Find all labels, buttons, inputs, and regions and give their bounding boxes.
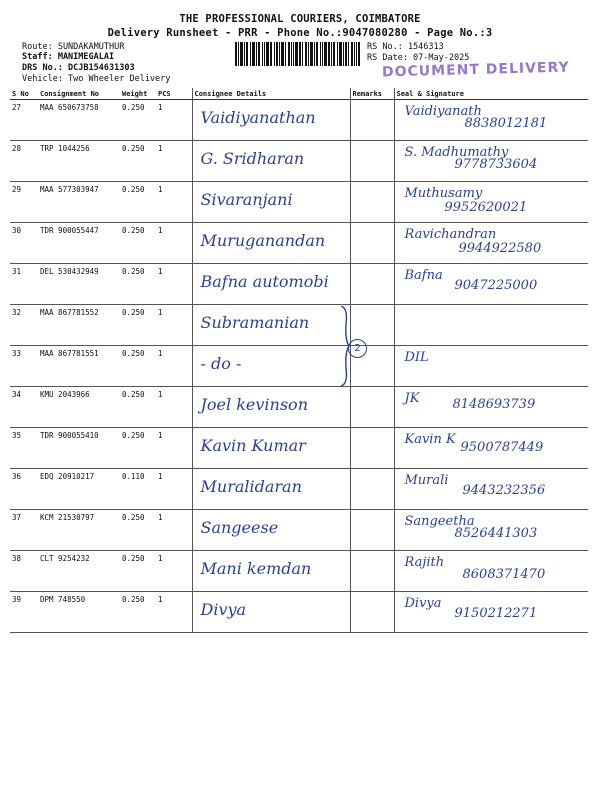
- bracket-count-note: 2: [348, 339, 367, 358]
- row-sno: 35: [10, 428, 38, 469]
- row-sno: 31: [10, 264, 38, 305]
- row-sno: 37: [10, 510, 38, 551]
- table-row: [10, 141, 588, 182]
- consignee-handwritten-name: Sivaranjani: [200, 190, 293, 209]
- row-weight: 0.250: [120, 305, 156, 346]
- table-header-row: [10, 88, 588, 100]
- signature-phone-number: 9778733604: [454, 157, 538, 172]
- consignee-handwritten-name: Bafna automobi: [200, 272, 329, 291]
- row-sno: 33: [10, 346, 38, 387]
- row-pcs: 1: [156, 141, 192, 182]
- consignee-handwritten-name: Mani kemdan: [200, 559, 312, 578]
- row-pcs: 1: [156, 592, 192, 633]
- row-consignment-no: TDR 900055447: [38, 223, 120, 264]
- row-weight: 0.250: [120, 223, 156, 264]
- row-sno: 29: [10, 182, 38, 223]
- row-pcs: 1: [156, 551, 192, 592]
- col-header-weight: Weight: [120, 88, 156, 100]
- row-weight: 0.250: [120, 428, 156, 469]
- row-consignment-no: TDR 900055410: [38, 428, 120, 469]
- drs-label: DRS No.: DCJB154631303: [22, 63, 135, 73]
- row-remarks: [350, 592, 394, 633]
- consignee-handwritten-name: Sangeese: [200, 518, 279, 537]
- table-row: [10, 510, 588, 551]
- row-consignment-no: MAA 650673758: [38, 100, 120, 141]
- row-consignee-details: [192, 592, 350, 633]
- row-pcs: 1: [156, 387, 192, 428]
- signature-phone-number: 9952620021: [444, 200, 528, 215]
- row-pcs: 1: [156, 510, 192, 551]
- table-row: [10, 346, 588, 387]
- table-row: [10, 182, 588, 223]
- row-weight: 0.250: [120, 100, 156, 141]
- consignee-handwritten-name: Vaidiyanathan: [200, 108, 316, 127]
- row-sno: 32: [10, 305, 38, 346]
- row-seal-signature: [394, 469, 588, 510]
- signature-phone-number: 9443232356: [462, 483, 546, 498]
- row-sno: 39: [10, 592, 38, 633]
- row-remarks: [350, 100, 394, 141]
- barcode: [235, 42, 360, 66]
- row-seal-signature: [394, 100, 588, 141]
- row-weight: 0.250: [120, 592, 156, 633]
- signature-handwritten: Muthusamy: [404, 186, 483, 201]
- table-row: [10, 387, 588, 428]
- row-pcs: 1: [156, 428, 192, 469]
- row-pcs: 1: [156, 346, 192, 387]
- row-pcs: 1: [156, 100, 192, 141]
- route-label: Route: SUNDAKAMUTHUR: [22, 42, 125, 52]
- row-sno: 34: [10, 387, 38, 428]
- row-consignment-no: MAA 867781551: [38, 346, 120, 387]
- row-weight: 0.110: [120, 469, 156, 510]
- row-consignment-no: KMU 2043966: [38, 387, 120, 428]
- row-consignee-details: [192, 428, 350, 469]
- signature-phone-number: 9944922580: [458, 241, 542, 256]
- row-remarks: [350, 510, 394, 551]
- row-consignee-details: [192, 264, 350, 305]
- row-weight: 0.250: [120, 387, 156, 428]
- row-consignment-no: CLT 9254232: [38, 551, 120, 592]
- table-row: [10, 100, 588, 141]
- row-seal-signature: [394, 346, 588, 387]
- signature-handwritten: Ravichandran: [404, 227, 497, 242]
- signature-phone-number: 8838012181: [464, 116, 548, 131]
- consignee-handwritten-name: G. Sridharan: [200, 149, 305, 168]
- signature-phone-number: 8526441303: [454, 526, 538, 541]
- row-pcs: 1: [156, 223, 192, 264]
- row-weight: 0.250: [120, 346, 156, 387]
- signature-handwritten: Vaidiyanath: [404, 104, 482, 119]
- row-weight: 0.250: [120, 551, 156, 592]
- row-remarks: [350, 387, 394, 428]
- row-remarks: [350, 141, 394, 182]
- row-consignment-no: MAA 867781552: [38, 305, 120, 346]
- row-weight: 0.250: [120, 141, 156, 182]
- row-consignment-no: MAA 577303947: [38, 182, 120, 223]
- signature-phone-number: 8148693739: [452, 397, 536, 412]
- row-pcs: 1: [156, 182, 192, 223]
- row-consignee-details: [192, 510, 350, 551]
- signature-handwritten: Bafna: [404, 268, 443, 283]
- col-header-seal: Seal & Signature: [394, 88, 588, 100]
- table-row: [10, 223, 588, 264]
- row-consignee-details: [192, 387, 350, 428]
- signature-phone-number: 9047225000: [454, 278, 538, 293]
- row-consignee-details: [192, 469, 350, 510]
- rs-no-label: RS No.: 1546313: [367, 42, 444, 52]
- row-consignee-details: [192, 346, 350, 387]
- table-row: [10, 592, 588, 633]
- consignee-handwritten-name: Joel kevinson: [200, 395, 308, 414]
- rs-date-label: RS Date: 07-May-2025: [367, 53, 470, 63]
- signature-handwritten: Divya: [404, 596, 442, 611]
- row-seal-signature: [394, 182, 588, 223]
- signature-handwritten: Murali: [404, 473, 449, 488]
- row-consignee-details: [192, 223, 350, 264]
- row-seal-signature: [394, 305, 588, 346]
- row-sno: 28: [10, 141, 38, 182]
- row-weight: 0.250: [120, 182, 156, 223]
- row-consignment-no: DPM 748550: [38, 592, 120, 633]
- row-seal-signature: [394, 387, 588, 428]
- row-seal-signature: [394, 428, 588, 469]
- row-consignee-details: [192, 305, 350, 346]
- row-remarks: [350, 428, 394, 469]
- consignee-handwritten-name: Muruganandan: [200, 231, 326, 250]
- row-pcs: 1: [156, 264, 192, 305]
- row-sno: 30: [10, 223, 38, 264]
- consignee-handwritten-name: Muralidaran: [200, 477, 302, 496]
- row-weight: 0.250: [120, 510, 156, 551]
- row-remarks: [350, 264, 394, 305]
- col-header-sno: S No: [10, 88, 38, 100]
- signature-handwritten: Rajith: [404, 555, 445, 570]
- col-header-pcs: PCS: [156, 88, 192, 100]
- row-remarks: [350, 551, 394, 592]
- signature-phone-number: 8608371470: [462, 567, 546, 582]
- consignee-handwritten-name: - do -: [200, 354, 242, 373]
- row-sno: 36: [10, 469, 38, 510]
- row-seal-signature: [394, 264, 588, 305]
- table-row: [10, 264, 588, 305]
- signature-phone-number: 9500787449: [460, 440, 544, 455]
- table-row: [10, 551, 588, 592]
- row-remarks: [350, 182, 394, 223]
- row-seal-signature: [394, 551, 588, 592]
- signature-handwritten: JK: [404, 391, 420, 406]
- row-consignment-no: DEL 530432949: [38, 264, 120, 305]
- signature-handwritten: S. Madhumathy: [404, 145, 509, 160]
- row-consignment-no: KCM 21530797: [38, 510, 120, 551]
- row-consignee-details: [192, 141, 350, 182]
- row-consignee-details: [192, 551, 350, 592]
- consignee-handwritten-name: Kavin Kumar: [200, 436, 306, 455]
- row-sno: 27: [10, 100, 38, 141]
- row-pcs: 1: [156, 305, 192, 346]
- row-seal-signature: [394, 223, 588, 264]
- staff-label: Staff: MANIMEGALAI: [22, 52, 115, 62]
- col-header-remarks: Remarks: [350, 88, 394, 100]
- row-seal-signature: [394, 592, 588, 633]
- row-consignment-no: TRP 1044256: [38, 141, 120, 182]
- signature-handwritten: Sangeetha: [404, 514, 475, 529]
- row-pcs: 1: [156, 469, 192, 510]
- row-consignee-details: [192, 182, 350, 223]
- signature-handwritten: Kavin K: [404, 432, 456, 447]
- row-consignment-no: EDQ 20910217: [38, 469, 120, 510]
- row-seal-signature: [394, 141, 588, 182]
- table-row: [10, 428, 588, 469]
- signature-phone-number: 9150212271: [454, 606, 538, 621]
- vehicle-label: Vehicle: Two Wheeler Delivery: [22, 74, 171, 84]
- runsheet-table: [10, 88, 588, 633]
- row-remarks: [350, 469, 394, 510]
- document-delivery-stamp: DOCUMENT DELIVERY: [381, 59, 570, 81]
- row-consignee-details: [192, 100, 350, 141]
- table-row: [10, 469, 588, 510]
- page-subtitle: Delivery Runsheet - PRR - Phone No.:9047080280 - Page No.:3: [107, 27, 493, 39]
- col-header-consignee: Consignee Details: [192, 88, 350, 100]
- consignee-handwritten-name: Divya: [200, 600, 247, 619]
- row-sno: 38: [10, 551, 38, 592]
- consignee-handwritten-name: Subramanian: [200, 313, 310, 332]
- row-seal-signature: [394, 510, 588, 551]
- row-weight: 0.250: [120, 264, 156, 305]
- col-header-consignment: Consignment No: [38, 88, 120, 100]
- page-title: THE PROFESSIONAL COURIERS, COIMBATORE: [179, 13, 421, 25]
- table-row: [10, 305, 588, 346]
- row-remarks: [350, 223, 394, 264]
- signature-handwritten: DIL: [404, 350, 429, 365]
